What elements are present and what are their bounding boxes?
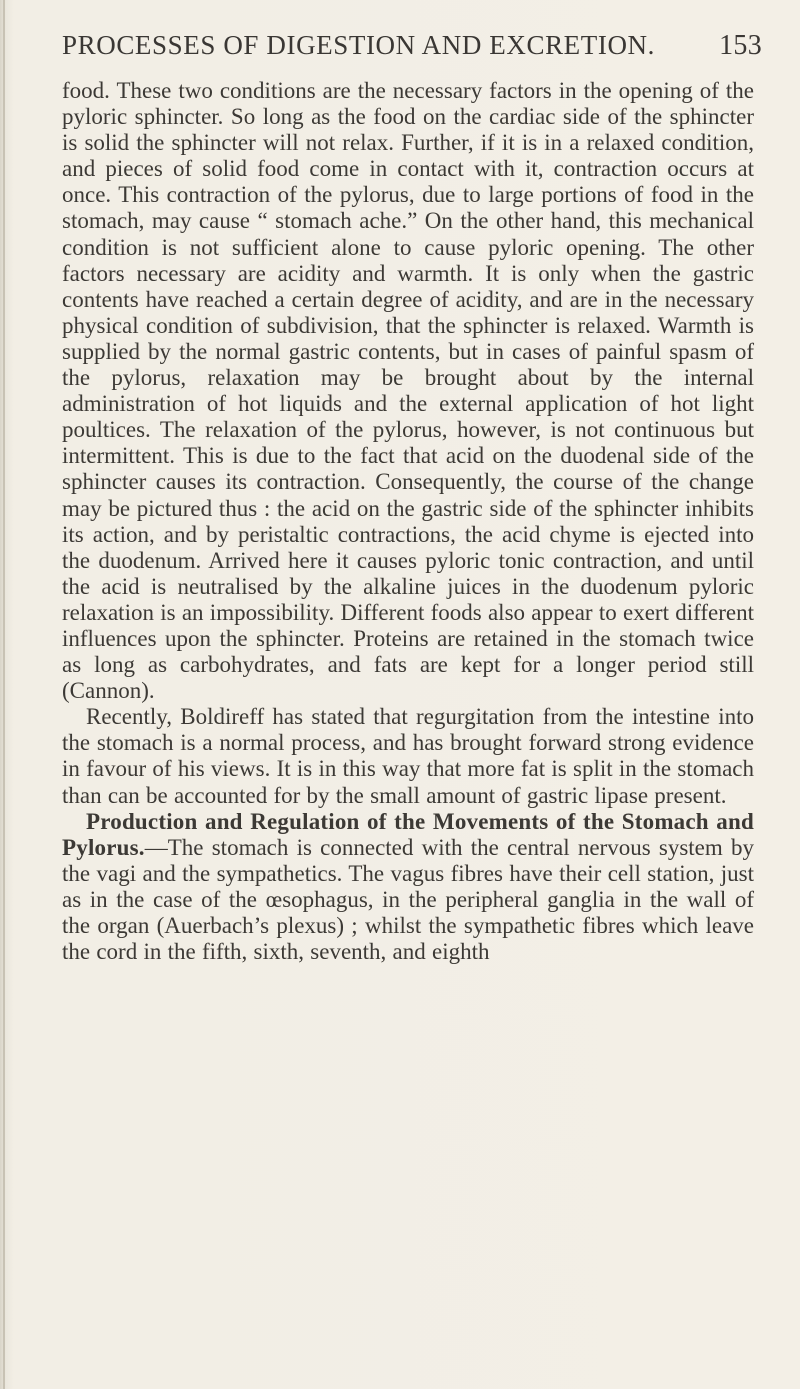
running-header: [62, 30, 762, 62]
page-number: 153: [719, 30, 762, 61]
page-gutter: [3, 0, 5, 1389]
paragraph-movements: [62, 809, 754, 966]
body-text: [62, 78, 754, 965]
paragraph-continuation: food. These two conditions are the necessary factors in the opening of the pyloric sphincter. So long as the food on the cardiac side of the sphincter is solid the sphincter will not relax. Further, if it is in a relaxed condition, and pieces of solid food come in contact with it, contraction occurs at once. This contraction of the pylorus, due to large portions of food in the stomach, may cause “ stomach ache.” On the other hand, this mechanical condition is not sufficient alone to cause pyloric opening. The other factors necessary are acidity and warmth. It is only when the gastric contents have reached a certain degree of acidity, and are in the necessary physical condition of subdivision, that the sphincter is relaxed. Warmth is supplied by the normal gastric contents, but in cases of painful spasm of the pylorus, relaxation may be brought about by the internal administration of hot liquids and the external application of hot light poultices. The relaxation of the pylorus, however, is not continuous but intermittent. This is due to the fact that acid on the duodenal side of the sphincter causes its contraction. Consequently, the course of the change may be pictured thus : the acid on the gastric side of the sphincter inhibits its action, and by peristaltic contractions, the acid chyme is ejected into the duodenum. Arrived here it causes pyloric tonic contraction, and until the acid is neutralised by the alkaline juices in the duodenum pyloric relaxation is an impossibility. Different foods also appear to exert different influences upon the sphincter. Proteins are retained in the stomach twice as long as carbohydrates, and fats are kept for a longer period still (Cannon).: [62, 78, 754, 704]
chapter-title: PROCESSES OF DIGESTION AND EXCRETION.: [62, 30, 655, 60]
paragraph-movements-text: —The stomach is connected with the central nervous system by the vagi and the sympathetics. The vagus fibres have their cell station, just as in the case of the œsophagus, in the peripheral ganglia in the wall of the organ (Auerbach’s plexus) ; whilst the sympathetic fibres which leave the cord in the fifth, sixth, seventh, and eighth: [62, 834, 754, 965]
section-run-in-heading: Production and Regulation of the Movements of the Stomach and Pylorus.: [62, 808, 754, 860]
paragraph-boldireff: Recently, Boldireff has stated that regurgitation from the intestine into the stomach is a normal process, and has brought forward strong evidence in favour of his views. It is in this way that more fat is split in the stomach than can be accounted for by the small amount of gastric lipase present.: [62, 704, 755, 808]
